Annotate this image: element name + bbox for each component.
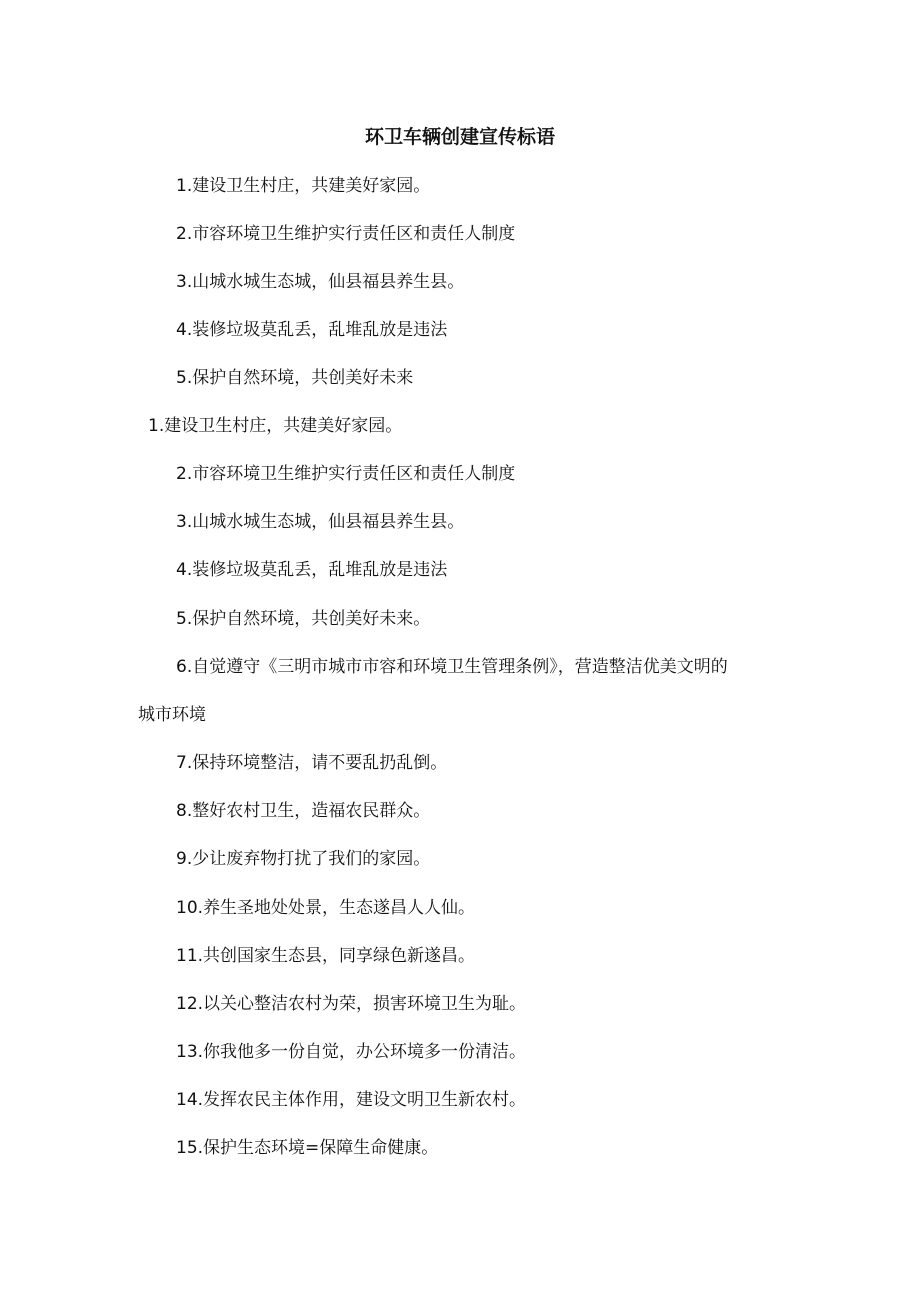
slogan-line: 2.市容环境卫生维护实行责任区和责任人制度 <box>176 224 516 244</box>
slogan-line: 10.养生圣地处处景，生态遂昌人人仙。 <box>176 898 476 918</box>
slogan-line: 9.少让废弃物打扰了我们的家园。 <box>176 849 431 869</box>
slogan-line: 1.建设卫生村庄，共建美好家园。 <box>176 176 431 196</box>
slogan-line: 15.保护生态环境=保障生命健康。 <box>176 1138 439 1158</box>
slogan-line: 2.市容环境卫生维护实行责任区和责任人制度 <box>176 464 516 484</box>
slogan-line: 7.保持环境整洁，请不要乱扔乱倒。 <box>176 753 448 773</box>
slogan-line: 5.保护自然环境，共创美好未来。 <box>176 609 431 629</box>
slogan-line: 4.装修垃圾莫乱丢，乱堆乱放是违法 <box>176 320 448 340</box>
slogan-line: 3.山城水城生态城，仙县福县养生县。 <box>176 272 465 292</box>
document-title: 环卫车辆创建宣传标语 <box>364 126 555 148</box>
slogan-line: 6.自觉遵守《三明市城市市容和环境卫生管理条例》，营造整洁优美文明的 <box>176 657 728 677</box>
slogan-line: 8.整好农村卫生，造福农民群众。 <box>176 801 431 821</box>
slogan-line: 13.你我他多一份自觉，办公环境多一份清洁。 <box>176 1042 527 1062</box>
slogan-line: 5.保护自然环境，共创美好未来 <box>176 368 414 388</box>
slogan-line-continuation: 城市环境 <box>138 705 206 725</box>
slogan-line: 3.山城水城生态城，仙县福县养生县。 <box>176 512 465 532</box>
slogan-line: 4.装修垃圾莫乱丢，乱堆乱放是违法 <box>176 560 448 580</box>
slogan-line: 1.建设卫生村庄，共建美好家园。 <box>148 416 403 436</box>
slogan-line: 12.以关心整洁农村为荣，损害环境卫生为耻。 <box>176 994 527 1014</box>
slogan-line: 14.发挥农民主体作用，建设文明卫生新农村。 <box>176 1090 527 1110</box>
slogan-line: 11.共创国家生态县，同享绿色新遂昌。 <box>176 946 476 966</box>
